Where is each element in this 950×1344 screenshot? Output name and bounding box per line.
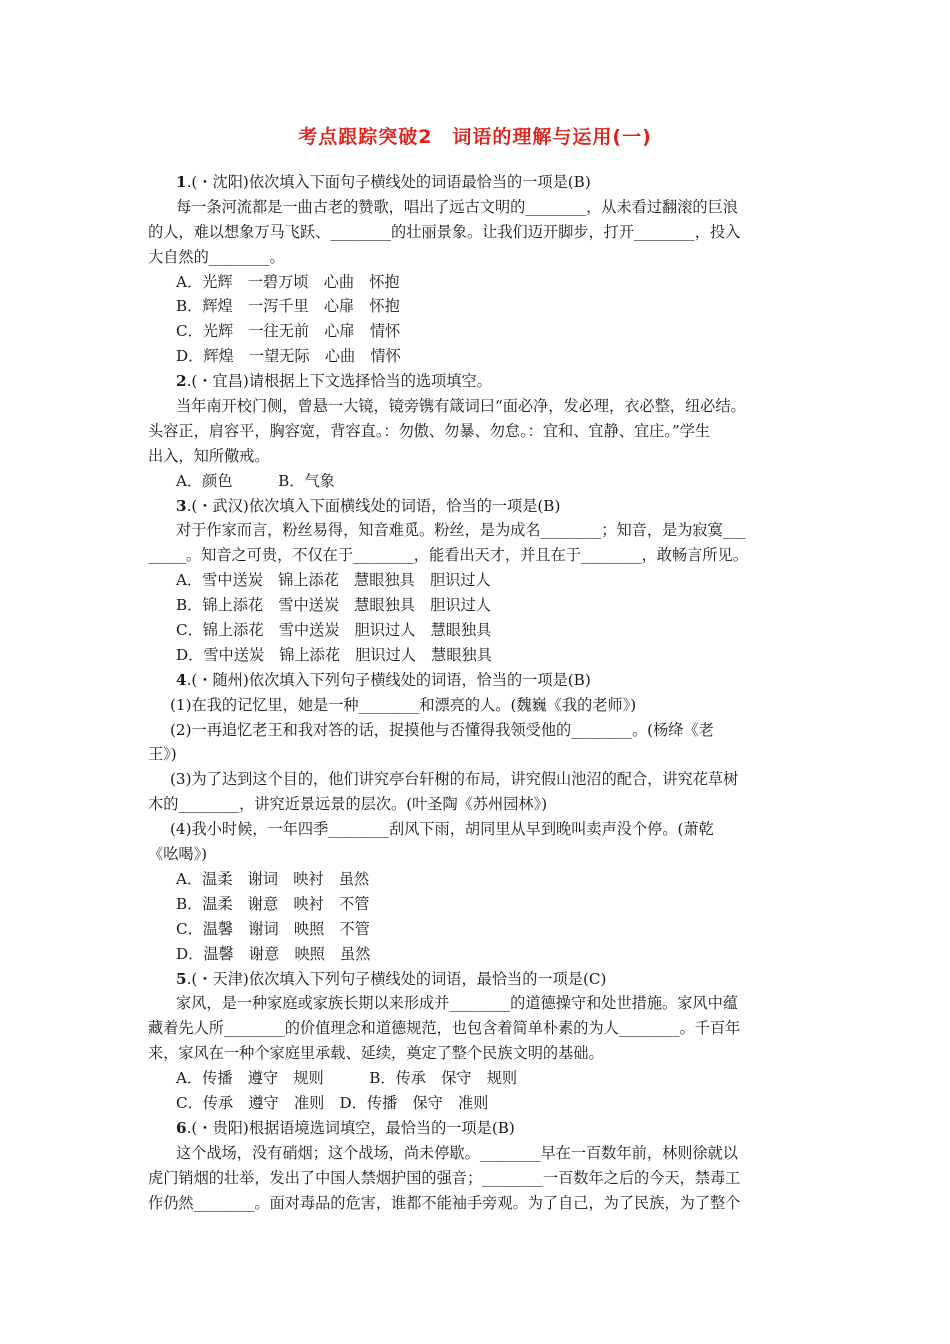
line-text: 对于作家而言，粉丝易得，知音难觅。粉丝，是为成名________；知音，是为寂寞___ (176, 521, 746, 540)
line-text: (4)我小时候，一年四季________刮风下雨，胡同里从早到晚叫卖声没个停。(萧乾 (170, 820, 714, 839)
text-line (148, 1191, 808, 1216)
line-text: (1)在我的记忆里，她是一种________和漂亮的人。(魏巍《我的老师》) (170, 695, 637, 714)
text-line (148, 767, 808, 792)
text-line (148, 1041, 808, 1066)
text-line (148, 444, 808, 469)
question-heading (148, 668, 808, 693)
line-text: C．温馨 谢词 映照 不管 (176, 919, 370, 938)
text-line (148, 742, 808, 767)
question-heading (148, 494, 808, 519)
text-line (148, 543, 808, 568)
text-line (148, 518, 808, 543)
line-text: B．温柔 谢意 映衬 不管 (176, 894, 370, 913)
text-line (148, 270, 808, 295)
text-line (148, 1166, 808, 1191)
line-text: 大自然的________。 (148, 247, 285, 266)
line-text: .(・宜昌)请根据上下文选择恰当的选项填空。 (186, 372, 492, 391)
text-line (148, 991, 808, 1016)
text-line (148, 469, 808, 494)
question-heading (148, 170, 808, 195)
text-line (148, 817, 808, 842)
line-text: _____。知音之可贵，不仅在于________，能看出天才，并且在于________，敢畅言所见。 (148, 546, 748, 565)
line-text: A．传播 遵守 规则 B．传承 保守 规则 (176, 1069, 518, 1088)
question-number: 4 (176, 670, 187, 689)
text-line (148, 867, 808, 892)
line-text: 每一条河流都是一曲古老的赞歌，唱出了远古文明的________，从未看过翻滚的巨浪 (176, 197, 738, 216)
text-line (148, 593, 808, 618)
line-text: 头容正，肩容平，胸容宽，背容直。：勿傲、勿暴、勿怠。：宜和、宜静、宜庄。”学生 (148, 421, 711, 440)
question-number: 5 (176, 969, 187, 988)
text-line (148, 1091, 808, 1116)
text-line (148, 1016, 808, 1041)
text-line (148, 1141, 808, 1166)
text-line (148, 792, 808, 817)
text-line (148, 1066, 808, 1091)
text-line (148, 294, 808, 319)
text-line (148, 842, 808, 867)
question-number: 1 (176, 173, 187, 191)
line-text: 木的________，讲究近景远景的层次。(叶圣陶《苏州园林》) (148, 795, 548, 814)
line-text: 王》) (148, 745, 177, 764)
line-text: 来，家风在一种个家庭里承载、延续，奠定了整个民族文明的基础。 (148, 1044, 604, 1063)
document-body (148, 170, 808, 1215)
text-line (148, 220, 808, 245)
text-line (148, 419, 808, 444)
question-number: 3 (176, 496, 187, 515)
page-title: 考点跟踪突破2 词语的理解与运用(一) (298, 126, 652, 148)
text-line (148, 394, 808, 419)
text-line (148, 568, 808, 593)
text-line (148, 643, 808, 668)
text-line (148, 693, 808, 718)
line-text: 的人，难以想象万马飞跃、________的壮丽景象。让我们迈开脚步，打开________，投入 (148, 222, 741, 241)
question-heading (148, 1116, 808, 1141)
line-text: C．传承 遵守 准则 D．传播 保守 准则 (176, 1093, 489, 1112)
line-text: 家风，是一种家庭或家族长期以来形成并________的道德操守和处世措施。家风中蕴 (176, 994, 738, 1013)
question-number: 6 (176, 1118, 187, 1137)
line-text: 《吆喝》) (148, 845, 208, 864)
line-text: .(・天津)依次填入下列句子横线处的词语，最恰当的一项是(C) (186, 969, 607, 988)
text-line (148, 245, 808, 270)
text-line (148, 917, 808, 942)
text-line (148, 195, 808, 220)
line-text: C．光辉 一往无前 心扉 情怀 (176, 322, 401, 341)
line-text: 藏着先人所________的价值理念和道德规范，也包含着简单朴素的为人________。千百年 (148, 1019, 741, 1038)
text-line (148, 618, 808, 643)
line-text: B．辉煌 一泻千里 心扉 怀抱 (176, 297, 400, 316)
question-heading (148, 967, 808, 992)
line-text: .(・随州)依次填入下列句子横线处的词语，恰当的一项是(B) (186, 670, 591, 689)
text-line (148, 344, 808, 369)
text-line (148, 942, 808, 967)
line-text: A．雪中送炭 锦上添花 慧眼独具 胆识过人 (176, 571, 491, 590)
line-text: .(・武汉)依次填入下面横线处的词语，恰当的一项是(B) (186, 496, 561, 515)
line-text: 当年南开校门侧，曾悬一大镜，镜旁镌有箴词曰“面必净，发必理，衣必整，纽必结。 (176, 397, 746, 416)
text-line (148, 718, 808, 743)
line-text: .(・贵阳)根据语境选词填空，最恰当的一项是(B) (186, 1118, 515, 1137)
line-text: A．光辉 一碧万顷 心曲 怀抱 (176, 272, 400, 291)
line-text: B．锦上添花 雪中送炭 慧眼独具 胆识过人 (176, 596, 491, 615)
line-text: 作仍然________。面对毒品的危害，谁都不能袖手旁观。为了自己，为了民族，为了整个 (148, 1193, 741, 1212)
question-heading (148, 369, 808, 394)
line-text: (3)为了达到这个目的，他们讲究亭台轩榭的布局，讲究假山池沼的配合，讲究花草树 (170, 770, 739, 789)
line-text: D．温馨 谢意 映照 虽然 (176, 944, 371, 963)
line-text: A．温柔 谢词 映衬 虽然 (176, 869, 370, 888)
line-text: C．锦上添花 雪中送炭 胆识过人 慧眼独具 (176, 621, 492, 640)
text-line (148, 892, 808, 917)
line-text: 这个战场，没有硝烟；这个战场，尚未停歇。________早在一百数年前，林则徐就以 (176, 1143, 738, 1162)
line-text: 虎门销烟的壮举，发出了中国人禁烟护国的强音；________一百数年之后的今天，禁毒工 (148, 1168, 741, 1187)
question-number: 2 (176, 372, 187, 391)
text-line (148, 319, 808, 344)
line-text: A．颜色 B．气象 (176, 471, 335, 490)
line-text: D．雪中送炭 锦上添花 胆识过人 慧眼独具 (176, 645, 492, 664)
line-text: (2)一再追忆老王和我对答的话，捉摸他与否懂得我领受他的________。(杨绛《老 (170, 720, 714, 739)
line-text: D．辉煌 一望无际 心曲 情怀 (176, 347, 401, 366)
line-text: .(・沈阳)依次填入下面句子横线处的词语最恰当的一项是(B) (186, 173, 591, 191)
line-text: 出入，知所儆戒。 (148, 446, 270, 465)
